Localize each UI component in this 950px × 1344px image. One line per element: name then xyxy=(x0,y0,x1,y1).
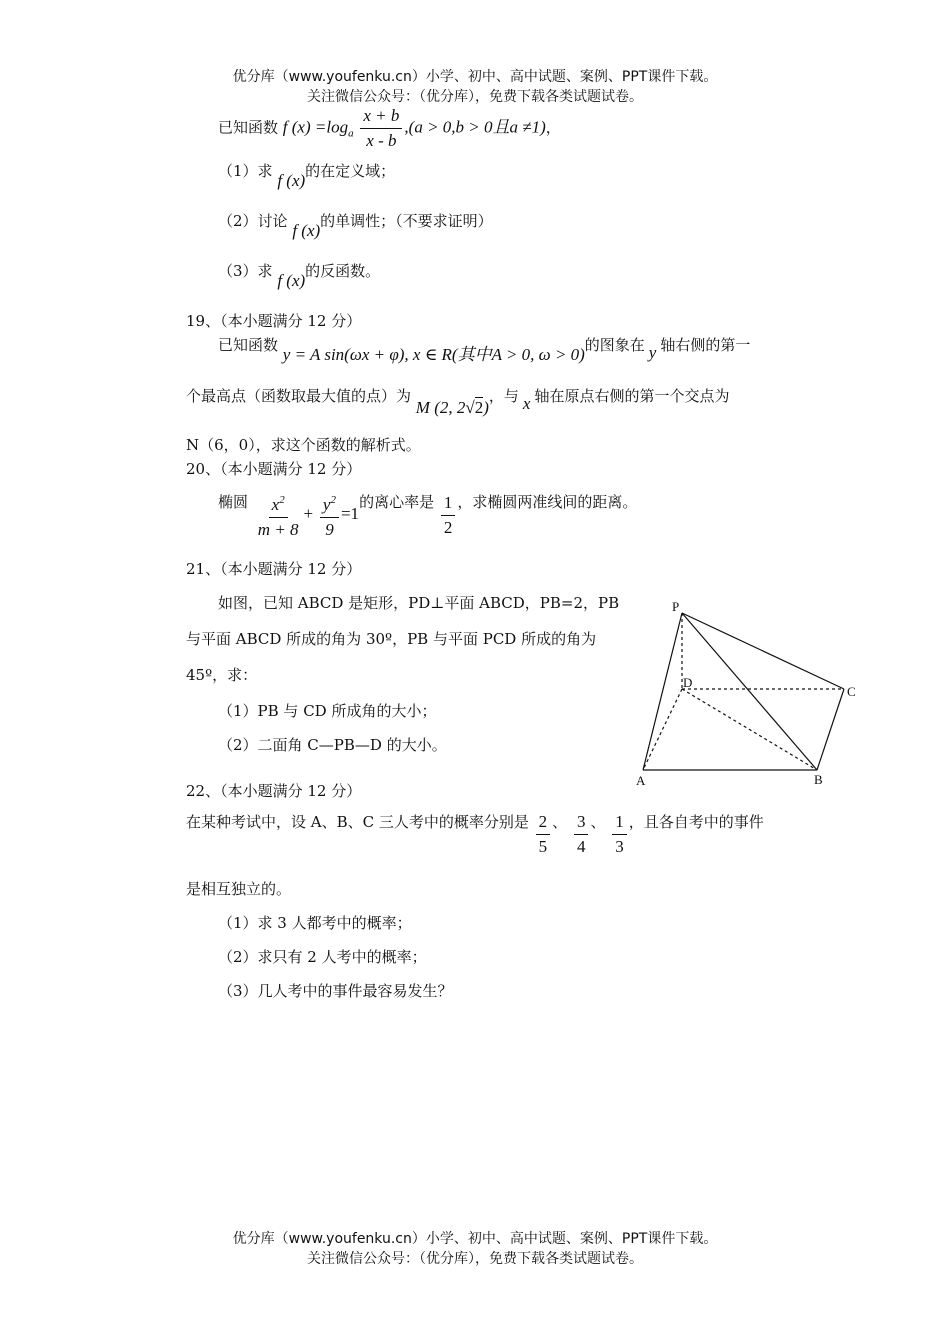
q19-formula: y = A sin(ωx + φ), x ∈ R(其中A > 0, ω > 0) xyxy=(282,345,585,364)
q18-p3-post: 的反函数。 xyxy=(305,262,381,280)
q18-denominator: x - b xyxy=(366,131,397,150)
q19-l1-pre: 已知函数 xyxy=(218,336,279,354)
q19-line-1 xyxy=(218,334,751,364)
q18-part-2 xyxy=(218,210,493,240)
q18-p2-post: 的单调性；（不要求证明） xyxy=(320,212,493,230)
q22-line-1 xyxy=(186,812,764,857)
q18-tail: ， xyxy=(545,118,561,137)
q20-post: ，求椭圆两准线间的距离。 xyxy=(457,493,638,511)
q18-p2-fx: f (x) xyxy=(292,221,321,240)
q22-part-1: （1）求 3 人都考中的概率； xyxy=(218,914,412,932)
edge-pc xyxy=(682,613,844,689)
q20-fraction-x xyxy=(255,490,302,540)
q20-fraction-y xyxy=(320,490,339,540)
q20-e-num: 1 xyxy=(441,493,456,516)
q21-line-3: 45º，求： xyxy=(186,666,258,684)
q20-f1-num xyxy=(269,490,288,518)
q22-prob-c-num: 1 xyxy=(612,812,627,835)
q20-f1-num-exp: 2 xyxy=(279,494,285,506)
q20-eq: =1 xyxy=(340,504,360,523)
q22-post: ，且各自考中的事件 xyxy=(628,812,764,831)
q20-title: 20、（本小题满分 12 分） xyxy=(186,460,362,478)
q18-part-1 xyxy=(218,160,396,190)
q22-prob-a-num: 2 xyxy=(536,812,551,835)
header-line-2: 关注微信公众号：（优分库），免费下载各类试题试卷。 xyxy=(307,89,643,105)
q21-title: 21、（本小题满分 12 分） xyxy=(186,560,362,578)
q20-f2-num xyxy=(320,490,339,518)
q19-line-3: N（6，0），求这个函数的解析式。 xyxy=(186,436,421,454)
q22-prob-b-den: 4 xyxy=(576,837,586,856)
q20-eccentricity xyxy=(441,493,456,538)
q18-intro: 已知函数 xyxy=(218,118,279,137)
q22-prob-a-den: 5 xyxy=(538,837,548,856)
q22-prob-c xyxy=(612,812,627,857)
label-b: B xyxy=(814,772,823,787)
label-p: P xyxy=(672,599,680,614)
q18-p1-post: 的在定义域； xyxy=(305,162,396,180)
q18-p3-fx: f (x) xyxy=(277,271,306,290)
edge-pb xyxy=(682,613,817,770)
q19-l2-mid: ，与 xyxy=(488,387,519,405)
q20-mid: 的离心率是 xyxy=(359,493,435,511)
q21-part-2: （2）二面角 C—PB—D 的大小。 xyxy=(218,736,447,754)
q22-prob-a xyxy=(536,812,551,857)
q18-p2-pre: （2）讨论 xyxy=(218,212,288,230)
q19-x-var: x xyxy=(522,394,531,413)
q18-p1-pre: （1）求 xyxy=(218,162,273,180)
q22-pre: 在某种考试中，设 A、B、C 三人考中的概率分别是 xyxy=(186,812,529,831)
q18-log-base: a xyxy=(348,127,354,140)
q19-point-post: ) xyxy=(483,398,489,417)
label-a: A xyxy=(636,773,646,788)
q20-e-den: 2 xyxy=(443,517,453,537)
header-line-1: 优分库（www.youfenku.cn）小学、初中、高中试题、案例、PPT课件下载。 xyxy=(232,69,718,85)
q21-line-1: 如图，已知 ABCD 是矩形，PD⊥平面 ABCD，PB=2，PB xyxy=(218,594,620,612)
edge-pa xyxy=(643,613,682,770)
q19-point xyxy=(416,398,489,417)
q22-line-2: 是相互独立的。 xyxy=(186,880,292,898)
q22-sep-1: 、 xyxy=(552,812,568,831)
label-d: D xyxy=(683,675,693,690)
q19-sqrt: √2 xyxy=(465,398,484,417)
q22-prob-b-num: 3 xyxy=(574,812,589,835)
q18-part-3 xyxy=(218,260,381,290)
q18-numerator: x + b xyxy=(360,106,402,129)
q20-plus: + xyxy=(303,504,314,523)
q21-line-2: 与平面 ABCD 所成的角为 30º，PB 与平面 PCD 所成的角为 xyxy=(186,630,597,648)
footer-line-1: 优分库（www.youfenku.cn）小学、初中、高中试题、案例、PPT课件下载。 xyxy=(232,1231,718,1247)
q19-l2-post: 轴在原点右侧的第一个交点为 xyxy=(534,387,730,405)
q19-point-pre: M (2, 2 xyxy=(415,398,466,417)
edge-da-hidden xyxy=(643,689,682,770)
q22-title: 22、（本小题满分 12 分） xyxy=(186,782,362,800)
q20-f1-num-base: x xyxy=(271,495,280,514)
pyramid-figure xyxy=(630,595,870,795)
q22-prob-b xyxy=(574,812,589,857)
q18-function-line xyxy=(218,106,561,151)
q22-part-3: （3）几人考中的事件最容易发生？ xyxy=(218,982,453,1000)
q20-f1-den: m + 8 xyxy=(257,520,299,539)
q19-l1-mid: 的图象在 xyxy=(584,336,645,354)
edge-db-hidden xyxy=(682,689,817,770)
q19-l1-post: 轴右侧的第一 xyxy=(660,336,751,354)
footer-line-2: 关注微信公众号：（优分库），免费下载各类试题试卷。 xyxy=(307,1251,643,1267)
q19-y-var: y xyxy=(648,343,657,362)
q22-sep-2: 、 xyxy=(590,812,606,831)
q22-prob-c-den: 3 xyxy=(615,837,624,856)
q20-f2-den: 9 xyxy=(325,520,334,539)
q19-title: 19、（本小题满分 12 分） xyxy=(186,312,362,330)
q20-equation-line xyxy=(218,490,637,540)
q22-part-2: （2）求只有 2 人考中的概率； xyxy=(218,948,427,966)
q19-line-2 xyxy=(186,385,730,417)
q18-fraction xyxy=(360,106,402,151)
edge-bc xyxy=(817,689,844,770)
q18-condition: ,(a > 0,b > 0且a ≠1) xyxy=(404,117,546,137)
q20-f2-num-base: y xyxy=(322,495,331,514)
q20-pre: 椭圆 xyxy=(218,493,249,511)
q19-sqrt-arg: 2 xyxy=(474,398,484,417)
q18-p1-fx: f (x) xyxy=(277,171,306,190)
q21-part-1: （1）PB 与 CD 所成角的大小； xyxy=(218,702,437,720)
q18-f-lhs: f (x) =log xyxy=(282,117,349,137)
q19-l2-pre: 个最高点（函数取最大值的点）为 xyxy=(186,387,412,405)
q18-p3-pre: （3）求 xyxy=(218,262,273,280)
q20-f2-num-exp: 2 xyxy=(330,494,336,506)
label-c: C xyxy=(847,684,856,699)
